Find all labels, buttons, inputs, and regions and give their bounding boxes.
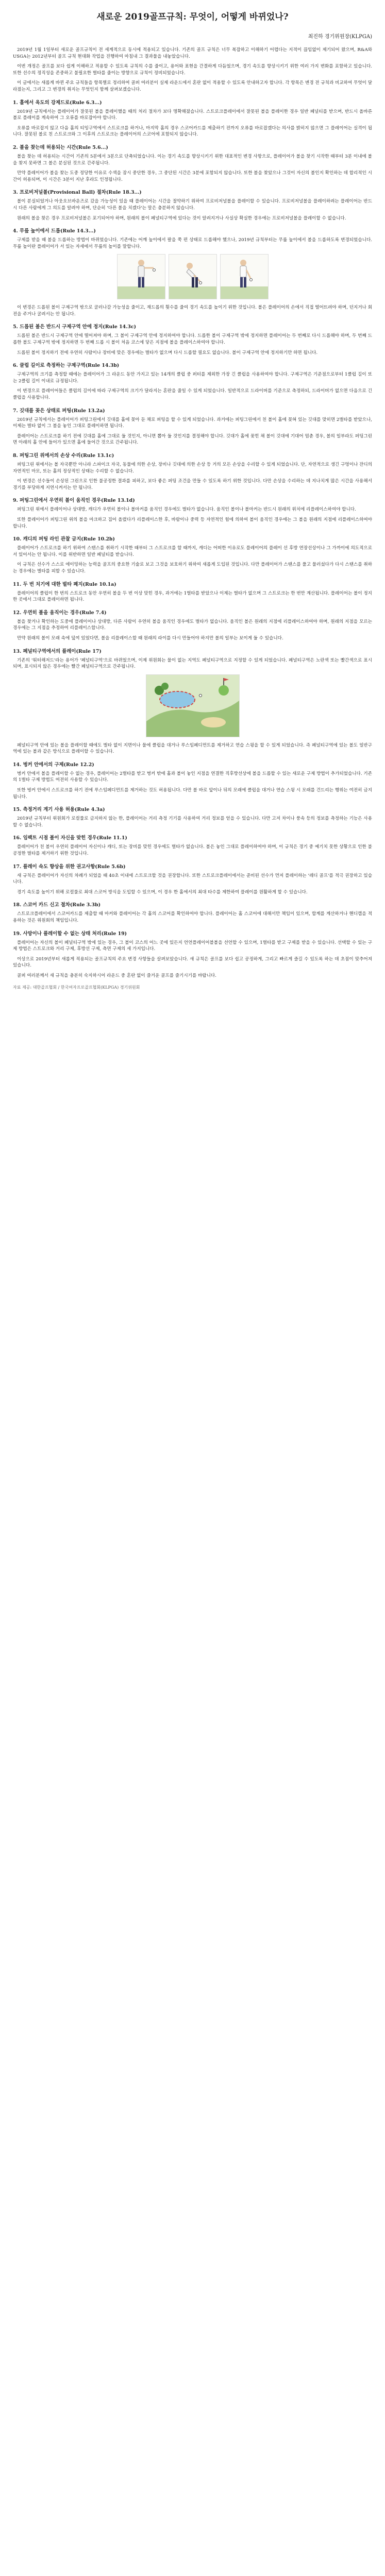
figure-course-diagram	[13, 674, 372, 737]
section-heading: 15. 측정거리 계기 사용 허용(Rule 4.3a)	[13, 807, 105, 813]
section-paragraph: 또한 벙커 안에서 스트로크를 하기 전에 루스임페디먼트를 제거하는 것도 허용됩니다. 다만 볼 바로 앞이나 뒤의 모래에 클럽을 대거나 연습 스윙 시 모래를 건드리는 행위는 여전히 금지됩니다.	[13, 788, 372, 800]
section-heading: 13. 페널티구역에서의 플레이(Rule 17)	[13, 648, 102, 654]
section-paragraph: 드롭된 볼은 반드시 구제구역 안에 떨어져야 하며, 그 볼이 구제구역 안에 정지하여야 합니다. 드롭한 볼이 구제구역 밖에 정지하면 플레이어는 두 번째로 다시 드롭해야 하며, 두 번째 드롭한 볼도 구제구역 밖에 정지하면 두 번째 드롭 시 볼이 처음 코스에 닿은 지점에 볼을 플레이스하여야 합니다.	[13, 333, 372, 346]
section-paragraph: 이 변경은 선수들이 손상된 그린으로 인한 불공정한 결과를 피하고, 보다 좋은 퍼팅 조건을 만들 수 있도록 하기 위한 것입니다. 다만 손상을 수리하는 데 지나치게 많은 시간을 사용해서 경기를 부당하게 지연시켜서는 안 됩니다.	[13, 479, 372, 490]
section-paragraph: 플레이어는 스트로크를 하기 전에 깃대를 홀에 그대로 둘 것인지, 아니면 뽑아 둘 것인지를 결정해야 합니다. 깃대가 홀에 꽂힌 채 볼이 깃대에 기대어 멈춘 경우, 볼의 일부라도 퍼팅그린 면 아래의 홀 안에 들어가 있으면 홀에 들어간 것으로 간주됩니다.	[13, 433, 372, 446]
section-paragraph: 오류를 바로잡지 않고 다음 홀의 티잉구역에서 스트로크를 하거나, 마지막 홀의 경우 스코어카드를 제출하기 전까지 오류를 바로잡겠다는 의사를 밝히지 않으면 그 플레이어는 실격이 됩니다. 잘못된 볼로 친 스트로크와 그 이후의 스트로크는 플레이어의 스코어에 포함되지 않습니다.	[13, 125, 372, 138]
intro-paragraph: 2019년 1월 1일부터 새로운 골프규칙이 전 세계적으로 동시에 적용되고 있습니다. 기존의 골프 규칙은 너무 복잡하고 이해하기 어렵다는 지적이 끊임없이 제기되어 왔으며, R&A와 USGA는 2012년부터 골프 규칙 현대화 작업을 진행하여 마침내 그 결과물을 내놓았습니다.	[13, 47, 372, 59]
section-paragraph: 이 변경으로 플레이어들은 클럽의 길이에 따라 구제구역의 크기가 달라지는 혼란을 줄일 수 있게 되었습니다. 일반적으로 드라이버를 기준으로 측정하되, 드라이버가 없으면 다음으로 긴 클럽을 사용합니다.	[13, 388, 372, 401]
section-paragraph: 2019년 규칙에서는 플레이어가 잘못된 볼을 플레이했을 때의 처리 절차가 보다 명확해졌습니다. 스트로크플레이에서 잘못된 볼을 플레이한 경우 일반 페널티를 받으며, 반드시 올바른 볼로 플레이를 계속하여 그 오류를 바로잡아야 합니다.	[13, 109, 372, 121]
section-heading: 4. 무릎 높이에서 드롭(Rule 14.3...)	[13, 228, 96, 234]
section-heading: 7. 깃대를 꽂은 상태로 퍼팅(Rule 13.2a)	[13, 408, 105, 414]
section-paragraph: 이 변경은 드롭된 볼이 구제구역 밖으로 굴러나갈 가능성을 줄이고, 재드롭의 횟수를 줄여 경기 속도를 높이기 위한 것입니다. 볼은 플레이어의 손에서 직접 떨어뜨려야 하며, 던지거나 회전을 주거나 굴려서는 안 됩니다.	[13, 305, 372, 317]
section-paragraph: 페널티구역 안에 있는 볼을 플레이할 때에도 벌타 없이 지면이나 물에 클럽을 대거나 루스임페디먼트를 제거하고 연습 스윙을 할 수 있게 되었습니다. 즉 페널티구역에 있는 볼도 일반구역에 있는 볼과 같은 방식으로 플레이할 수 있습니다.	[13, 742, 372, 755]
section-heading: 17. 플레이 속도 향상을 위한 권고사항(Rule 5.6b)	[13, 863, 126, 870]
section-heading: 12. 우연히 볼을 움직이는 경우(Rule 7.4)	[13, 609, 107, 616]
section-heading: 10. 캐디의 퍼팅 라인 관찰 금지(Rule 10.2b)	[13, 536, 115, 543]
section-heading: 6. 클럽 길이로 측정하는 구제구역(Rule 14.3b)	[13, 363, 120, 369]
section-paragraph: 퍼팅그린 위에서는 볼 자국뿐만 아니라 스파이크 자국, 동물에 의한 손상, 장비나 깃대에 의한 손상 등 거의 모든 손상을 수리할 수 있게 되었습니다. 단, 자연적으로 생긴 구멍이나 잔디의 자연적인 마모, 또는 홀의 정상적인 상태는 수리할 수 없습니다.	[13, 462, 372, 474]
figure-drop-illustrations	[13, 254, 372, 299]
section-paragraph: 기존의 '워터해저드'라는 용어가 '페널티구역'으로 바뀌었으며, 이제 위원회는 물이 없는 지역도 페널티구역으로 지정할 수 있게 되었습니다. 페널티구역은 노란색 또는 빨간색으로 표시되며, 표시되지 않은 경우에는 빨간 페널티구역으로 간주됩니다.	[13, 657, 372, 670]
section-paragraph: 볼이 분실되었거나 아웃오브바운즈로 갔을 가능성이 있을 때 플레이어는 시간을 절약하기 위하여 프로비저널볼을 플레이할 수 있습니다. 프로비저널볼을 플레이하려는 플레이어는 반드시 다른 사람에게 그 의도를 알려야 하며, 단순히 '다른 볼을 치겠다'는 말은 충분하지 않습니다.	[13, 199, 372, 211]
penalty-area-course-illustration	[146, 674, 240, 737]
section-paragraph: 또한 플레이어가 퍼팅그린 위의 볼을 마크하고 집어 올렸다가 리플레이스한 후, 바람이나 중력 등 자연적인 힘에 의하여 볼이 움직인 경우에는 그 볼을 원래의 지점에 리플레이스하여야 합니다.	[13, 517, 372, 529]
section-paragraph: 2019년 규칙부터 위원회가 로컬룰로 금지하지 않는 한, 플레이어는 거리 측정 기기를 사용하여 거리 정보를 얻을 수 있습니다. 다만 고저 차이나 풍속 등의 정보를 측정하는 기능은 사용할 수 없습니다.	[13, 816, 372, 828]
section-paragraph: 볼을 찾거나 확인하는 도중에 플레이어나 상대방, 다른 사람이 우연히 볼을 움직인 경우에도 벌타가 없습니다. 움직인 볼은 원래의 지점에 리플레이스하여야 하며, 원래의 지점을 모르는 경우에는 그 지점을 추정하여 리플레이스합니다.	[13, 619, 372, 631]
section-paragraph: 플레이어가 친 볼이 우연히 플레이어 자신이나 캐디, 또는 장비를 맞힌 경우에도 벌타가 없습니다. 볼은 놓인 그대로 플레이하여야 하며, 이 규칙은 경기 중 예기치 못한 상황으로 인한 불공정한 벌타를 제거하기 위한 것입니다.	[13, 844, 372, 857]
section-paragraph: 만약 원래의 볼이 모래 속에 덮여 있었다면, 볼을 리플레이스할 때 원래의 라이를 다시 만들어야 하지만 볼의 일부는 보이게 둘 수 있습니다.	[17, 635, 283, 641]
section-heading: 16. 임팩트 시점 볼이 자신을 맞힌 경우(Rule 11.1)	[13, 835, 127, 841]
section-heading: 5. 드롭된 볼은 반드시 구제구역 안에 정지(Rule 14.3c)	[13, 324, 137, 330]
golfer-knee-drop-illustration	[220, 254, 269, 299]
section-paragraph: 벙커 안에서 볼을 플레이할 수 없는 경우, 플레이어는 2벌타를 받고 벙커 밖에 홀과 볼이 놓인 지점을 연결한 직후방선상에 볼을 드롭할 수 있는 새로운 구제 방법이 추가되었습니다. 기존의 1벌타 구제 방법도 여전히 사용할 수 있습니다.	[13, 771, 372, 783]
section-paragraph: 스트로크플레이에서 스코어카드를 제출할 때 마커와 플레이어는 각 홀의 스코어를 확인하여야 합니다. 플레이어는 홀 스코어에 대해서만 책임이 있으며, 합계를 계산하거나 핸디캡을 적용하는 것은 위원회의 책임입니다.	[13, 911, 372, 923]
section-paragraph: 경기 속도를 높이기 위해 로컬룰로 최대 스코어 방식을 도입할 수 있으며, 이 경우 한 홀에서의 최대 타수를 제한하여 플레이를 원활하게 할 수 있습니다.	[17, 889, 308, 895]
section-heading: 3. 프로비저널볼(Provisional Ball) 절차(Rule 18.3...)	[13, 190, 142, 196]
section-paragraph: 구제를 받을 때 볼을 드롭하는 방법이 바뀌었습니다. 기존에는 어깨 높이에서 팔을 쭉 편 상태로 드롭해야 했으나, 2019년 규칙부터는 무릎 높이에서 볼을 드롭하도록 변경되었습니다. 무릎 높이란 플레이어가 서 있는 자세에서 무릎의 높이를 말합니다.	[13, 238, 372, 249]
section-paragraph: 2019년 규칙에서는 플레이어가 퍼팅그린에서 깃대를 홀에 꽂아 둔 채로 퍼팅을 할 수 있게 되었습니다. 과거에는 퍼팅그린에서 친 볼이 홀에 꽂혀 있는 깃대를 맞히면 2벌타를 받았으나, 이제는 벌타 없이 그 볼을 놓인 그대로 플레이하면 됩니다.	[13, 417, 372, 429]
golfer-bending-drop-illustration	[169, 254, 217, 299]
section-paragraph: 퍼팅그린 위에서 플레이어나 상대방, 캐디가 우연히 볼이나 볼마커를 움직인 경우에도 벌타가 없습니다. 움직인 볼이나 볼마커는 반드시 원래의 위치에 리플레이스하여야 합니다.	[17, 507, 356, 513]
section-paragraph: 이 규칙은 선수가 스스로 에이밍하는 능력을 골프의 중요한 기술로 보고 그것을 보호하기 위하여 새롭게 도입된 것입니다. 다만 플레이어가 스탠스를 풀고 물러섰다가 다시 스탠스를 취하는 경우에는 벌타를 피할 수 있습니다.	[13, 562, 372, 574]
section-heading: 1. 홀에서 옥도의 강제드로(Rule 6.3...)	[13, 99, 102, 106]
section-paragraph: 드롭된 볼이 정지하기 전에 우연히 사람이나 장비에 맞은 경우에는 벌타가 없으며 다시 드롭할 필요도 없습니다. 볼이 구제구역 안에 정지하기만 하면 됩니다.	[17, 350, 318, 355]
section-paragraph: 구제구역의 크기를 측정할 때에는 플레이어가 그 라운드 동안 가지고 있는 14개의 클럽 중 퍼터를 제외한 가장 긴 클럽을 사용하여야 합니다. 구제구역은 기준점으로부터 1클럽 길이 또는 2클럽 길이 이내로 규정됩니다.	[13, 372, 372, 384]
section-heading: 9. 퍼팅그린에서 우연히 볼이 움직인 경우(Rule 13.1d)	[13, 498, 135, 504]
section-heading: 2. 볼을 찾는데 허용되는 시간(Rule 5.6...)	[13, 144, 108, 150]
section-heading: 11. 두 번 치기에 대한 벌타 폐지(Rule 10.1a)	[13, 581, 116, 587]
section-paragraph: 플레이어는 자신의 볼이 페널티구역 밖에 있는 경우, 그 볼이 코스의 어느 곳에 있든지 언언플레이어블볼을 선언할 수 있으며, 1벌타를 받고 구제를 받을 수 있습니다. 선택할 수 있는 구제 방법은 스트로크와 거리 구제, 후방선 구제, 측면 구제의 세 가지입니다.	[13, 940, 372, 952]
golfer-shoulder-drop-illustration	[117, 254, 165, 299]
footer-note: 자료 제공: 대한골프협회 / 한국여자프로골프협회(KLPGA) 경기위원회	[13, 985, 140, 990]
closing-paragraph: 골퍼 여러분께서 새 규칙을 충분히 숙지하시어 라운드 중 혼란 없이 즐거운 골프를 즐기시기를 바랍니다.	[17, 973, 216, 978]
section-paragraph: 볼을 찾는 데 허용되는 시간이 기존의 5분에서 3분으로 단축되었습니다. 이는 경기 속도를 향상시키기 위한 대표적인 변경 사항으로, 플레이어가 볼을 찾기 시작한 때부터 3분 이내에 볼을 찾지 못하면 그 볼은 분실된 것으로 간주됩니다.	[13, 154, 372, 166]
author-byline: 최진하 경기위원장(KLPGA)	[308, 34, 372, 40]
section-paragraph: 원래의 볼을 찾은 경우 프로비저널볼은 포기되어야 하며, 원래의 볼이 페널티구역에 있다는 것이 알려지거나 사실상 확실한 경우에는 프로비저널볼을 플레이할 수 없습니다.	[17, 215, 346, 221]
section-heading: 19. 사망이나 플레이할 수 없는 상태 처리(Rule 19)	[13, 930, 127, 937]
section-paragraph: 만약 플레이어가 볼을 찾는 도중 정당한 이유로 수색을 잠시 중단한 경우, 그 중단된 시간은 3분에 포함되지 않습니다. 또한 볼을 찾았으나 그것이 자신의 볼인지 확인하는 데 합리적인 시간이 허용되며, 이 시간은 3분이 지난 후라도 인정됩니다.	[13, 171, 372, 182]
intro-paragraph: 이번 개정은 골프를 보다 쉽게 이해하고 적용할 수 있도록 규칙의 수를 줄이고, 용어와 표현을 간결하게 다듬었으며, 경기 속도를 향상시키기 위한 여러 가지 변화를 포함하고 있습니다. 또한 선수의 정직성을 존중하고 불필요한 벌타를 줄이는 방향으로 규칙이 정비되었습니다.	[13, 64, 372, 76]
closing-paragraph: 이상으로 2019년부터 새롭게 적용되는 골프규칙의 주요 변경 사항들을 살펴보았습니다. 새 규칙은 골프를 보다 쉽고 공정하게, 그리고 빠르게 즐길 수 있도록 하는 데 초점이 맞추어져 있습니다.	[13, 956, 372, 969]
section-paragraph: 플레이어가 스트로크를 하기 위하여 스탠스를 취하기 시작한 때부터 그 스트로크를 할 때까지, 캐디는 어떠한 이유로도 플레이어의 플레이 선 후방 연장선상이나 그 가까이에 의도적으로 서 있어서는 안 됩니다. 이를 위반하면 일반 페널티를 받습니다.	[13, 546, 372, 557]
intro-paragraph: 이 글에서는 새롭게 바뀐 주요 규칙들을 항목별로 정리하여 골퍼 여러분이 실제 라운드에서 혼란 없이 적용할 수 있도록 안내하고자 합니다. 각 항목은 변경 전 규칙과 비교하여 무엇이 달라졌는지, 그리고 그 변경의 취지는 무엇인지 함께 살펴보겠습니다.	[13, 80, 372, 92]
section-heading: 8. 퍼팅그린 위에서의 손상 수리(Rule 13.1c)	[13, 453, 114, 459]
section-heading: 14. 벙커 안에서의 구제(Rule 12.2)	[13, 761, 94, 768]
section-paragraph: 새 규칙은 플레이어가 자신의 차례가 되었을 때 40초 이내에 스트로크할 것을 권장합니다. 또한 스트로크플레이에서는 준비된 선수가 먼저 플레이하는 '레디 골프'를 적극 권장하고 있습니다.	[13, 873, 372, 885]
page-title: 새로운 2019골프규칙: 무엇이, 어떻게 바뀌었나?	[96, 12, 289, 22]
section-heading: 18. 스코어 카드 신고 절차(Rule 3.3b)	[13, 902, 101, 908]
document	[13, 0, 372, 990]
section-paragraph: 플레이어의 클럽이 한 번의 스트로크 동안 우연히 볼을 두 번 이상 맞힌 경우, 과거에는 1벌타를 받았으나 이제는 벌타가 없으며 그 스트로크는 한 번만 계산됩니다. 플레이어는 볼이 정지한 곳에서 그대로 플레이하면 됩니다.	[13, 590, 372, 603]
